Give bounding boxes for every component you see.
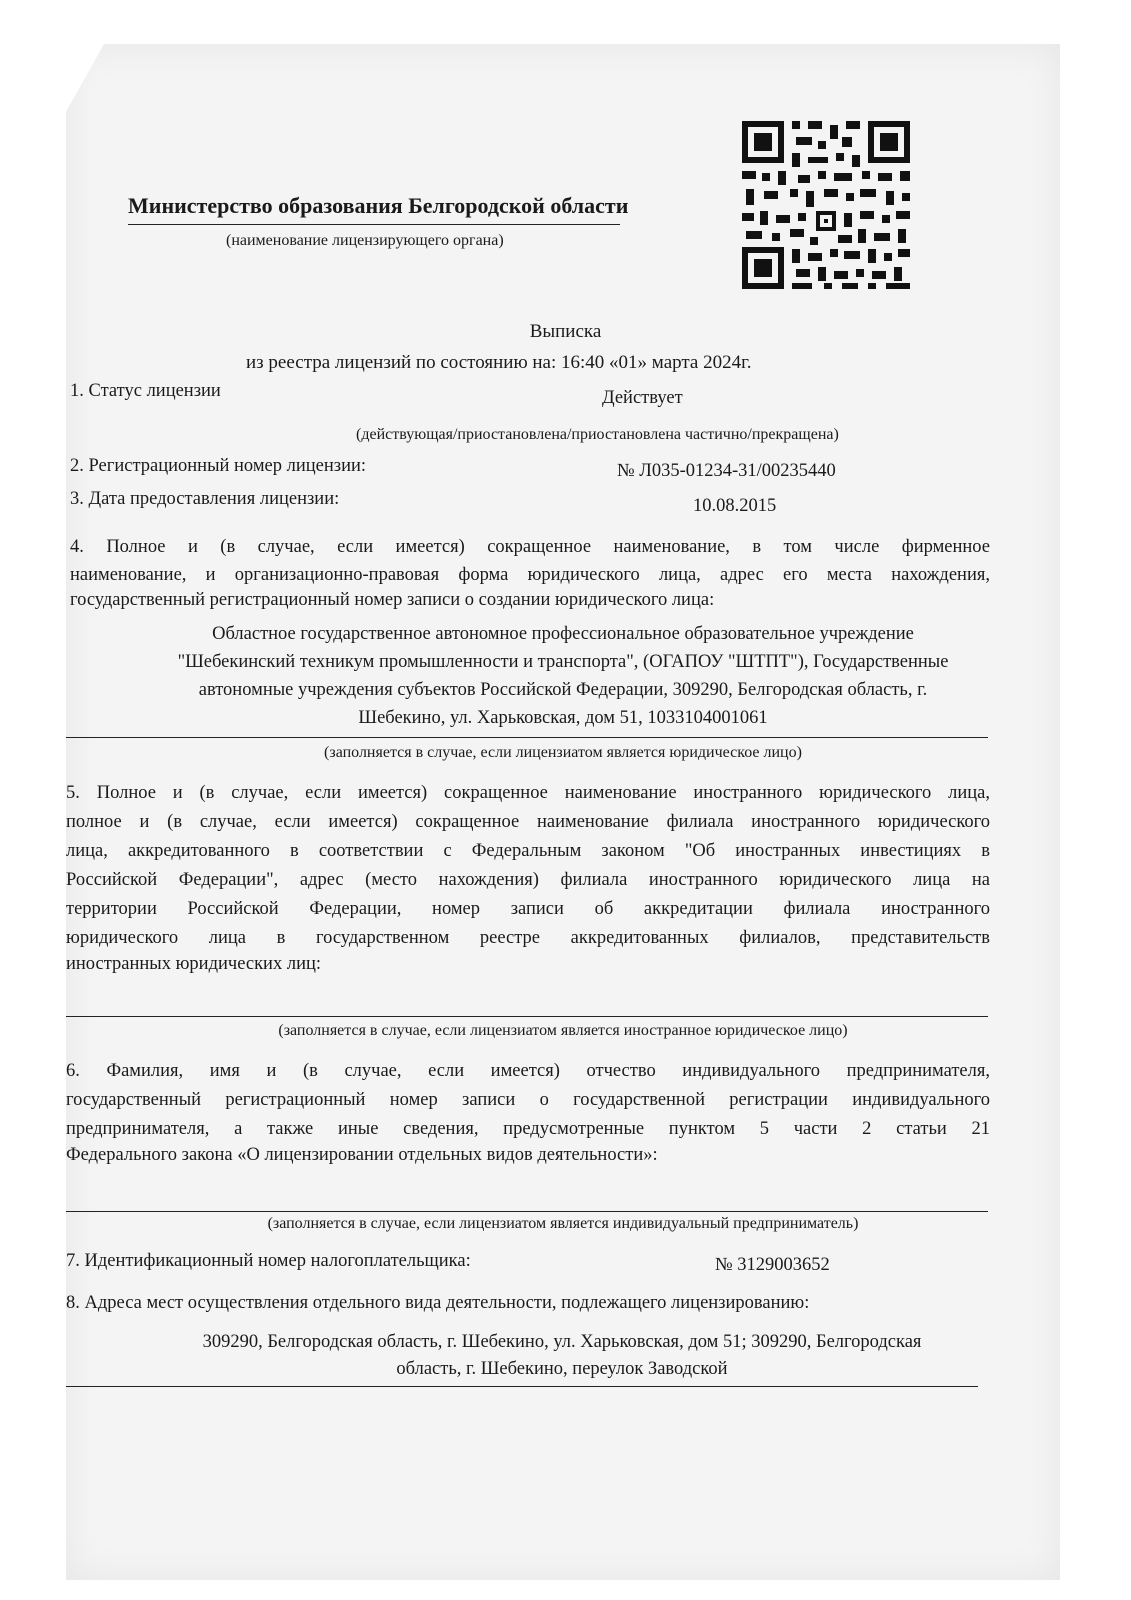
item4-value-line: "Шебекинский техникум промышленности и транспорта", (ОГАПОУ "ШТПТ"), Государственные [177, 652, 949, 672]
item4-line: 4. Полное и (в случае, если имеется) сокращенное наименование, в том числе фирменное [70, 537, 990, 557]
authority-underline [128, 224, 620, 225]
item5-line: территории Российской Федерации, номер записи об аккредитации филиала иностранного [66, 899, 990, 919]
status-value: Действует [602, 388, 683, 408]
item5-line: Российской Федерации", адрес (место нахождения) филиала иностранного юридического лица на [66, 870, 990, 890]
item6-caption: (заполняется в случае, если лицензиатом является индивидуальный предприниматель) [267, 1215, 859, 1232]
document-title: Выписка [529, 321, 602, 342]
item6-line: предпринимателя, а также иные сведения, предусмотренные пунктом 5 части 2 статьи 21 [66, 1119, 990, 1139]
item4-line: наименование, и организационно-правовая форма юридического лица, адрес его места нахождения, [70, 565, 990, 585]
date-value: 10.08.2015 [693, 496, 777, 516]
inn-value: № 3129003652 [715, 1255, 830, 1275]
folded-corner [66, 44, 104, 112]
item5-caption: (заполняется в случае, если лицензиатом является иностранное юридическое лицо) [278, 1022, 848, 1039]
item5-line: иностранных юридических лиц: [66, 954, 322, 974]
item6-line: 6. Фамилия, имя и (в случае, если имеется) отчество индивидуального предпринимателя, [66, 1061, 990, 1081]
item4-line: государственный регистрационный номер записи о создании юридического лица: [70, 590, 715, 610]
item5-line: 5. Полное и (в случае, если имеется) сокращенное наименование иностранного юридического лица, [66, 783, 990, 803]
reg-number-label: 2. Регистрационный номер лицензии: [70, 456, 367, 476]
item5-line: юридического лица в государственном реестре аккредитованных филиалов, представительств [66, 928, 990, 948]
item5-underline [66, 1016, 988, 1017]
licensing-authority: Министерство образования Белгородской области [128, 193, 629, 218]
status-caption: (действующая/приостановлена/приостановлена частично/прекращена) [356, 426, 839, 443]
item4-value-line: Шебекино, ул. Харьковская, дом 51, 1033104001061 [358, 708, 768, 728]
reg-number-value: № Л035-01234-31/00235440 [617, 461, 836, 481]
item5-line: лица, аккредитованного в соответствии с Федеральным законом "Об иностранных инвестициях в [66, 841, 990, 861]
status-label: 1. Статус лицензии [70, 381, 221, 401]
inn-label: 7. Идентификационный номер налогоплательщика: [66, 1251, 471, 1271]
item8-label: 8. Адреса мест осуществления отдельного вида деятельности, подлежащего лицензированию: [66, 1293, 810, 1313]
item6-line: Федерального закона «О лицензировании отдельных видов деятельности»: [66, 1145, 658, 1165]
item6-line: государственный регистрационный номер записи о государственной регистрации индивидуального [66, 1090, 990, 1110]
item4-underline [66, 737, 988, 738]
item4-caption: (заполняется в случае, если лицензиатом является юридическое лицо) [324, 744, 802, 761]
item4-value-line: Областное государственное автономное профессиональное образовательное учреждение [212, 624, 914, 644]
authority-caption: (наименование лицензирующего органа) [226, 232, 504, 249]
item8-underline [66, 1386, 978, 1387]
document-subtitle: из реестра лицензий по состоянию на: 16:40 «01» марта 2024г. [246, 352, 752, 373]
date-label: 3. Дата предоставления лицензии: [70, 489, 340, 509]
item4-value-line: автономные учреждения субъектов Российской Федерации, 309290, Белгородская область, г. [198, 680, 928, 700]
qr-code-icon [738, 117, 914, 293]
item8-value-line: область, г. Шебекино, переулок Заводской [396, 1359, 728, 1379]
item5-line: полное и (в случае, если имеется) сокращенное наименование филиала иностранного юридического [66, 812, 990, 832]
item6-underline [66, 1211, 988, 1212]
item8-value-line: 309290, Белгородская область, г. Шебекино, ул. Харьковская, дом 51; 309290, Белгородская [202, 1332, 922, 1352]
